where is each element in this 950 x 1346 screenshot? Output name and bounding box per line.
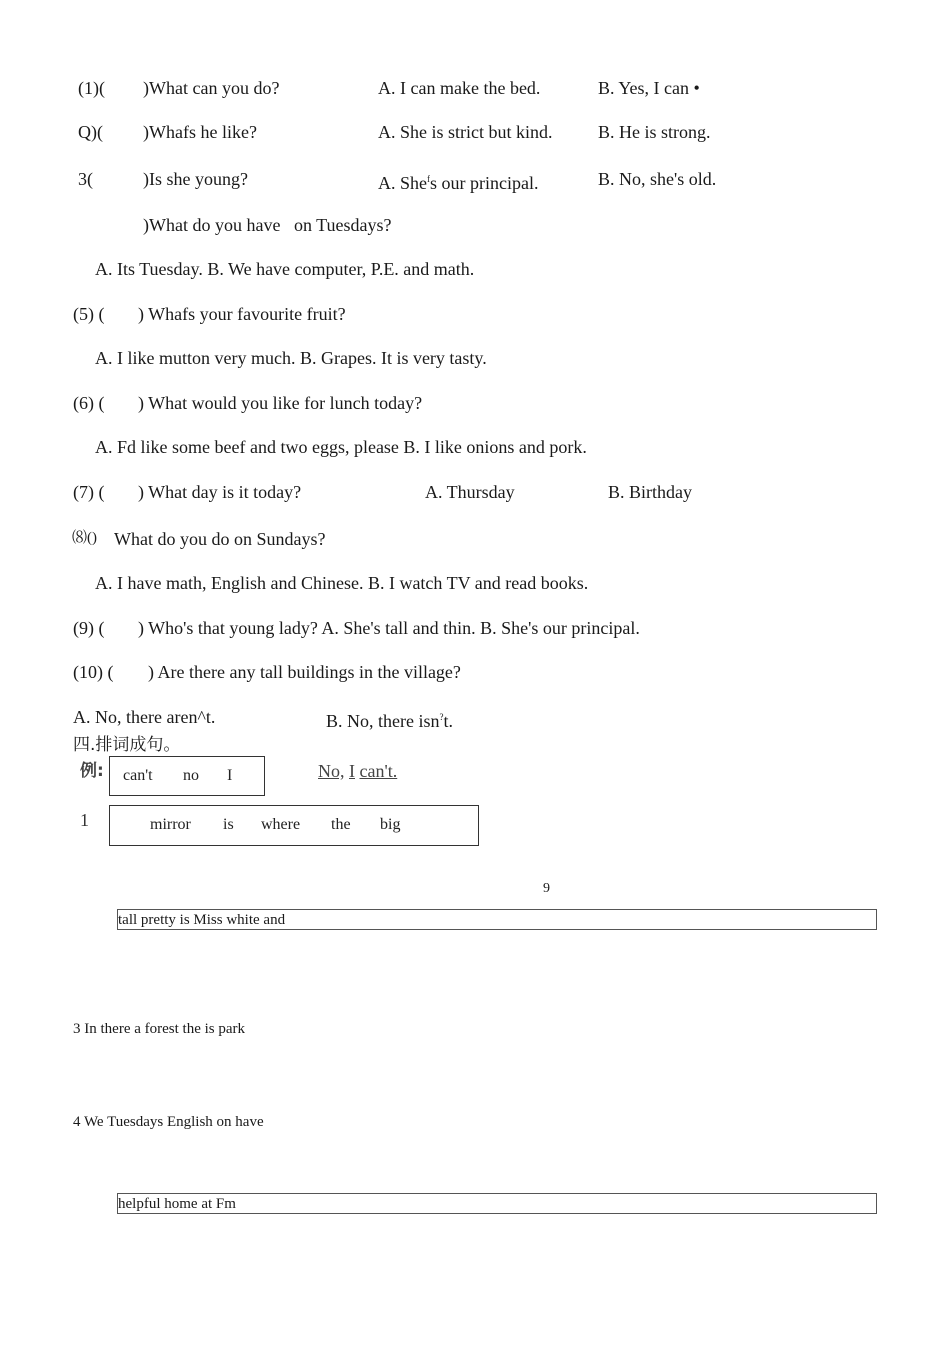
q5-words: helpful home at Fm	[118, 1196, 236, 1212]
q1-option-a: A. I can make the bed.	[378, 78, 541, 98]
q8-options: A. I have math, English and Chinese. B. I watch TV and read books.	[95, 573, 589, 593]
q3-option-a	[378, 168, 538, 194]
q10-option-b-pre: B. No, there isn	[326, 711, 440, 731]
q8-text: What do you do on Sundays?	[114, 529, 326, 549]
q10-option-b	[326, 706, 453, 732]
q1-scramble-number: 1	[80, 810, 89, 830]
q10-number: (10) (	[73, 662, 114, 682]
q4-scramble: 4 We Tuesdays English on have	[73, 1114, 264, 1130]
q3-option-b: B. No, she's old.	[598, 169, 717, 189]
q2-option-b: B. He is strong.	[598, 122, 711, 142]
q6-text: ) What would you like for lunch today?	[138, 393, 423, 413]
q2-option-a: A. She is strict but kind.	[378, 122, 553, 142]
q10-text: ) Are there any tall buildings in the village?	[148, 662, 461, 682]
section4-title: 四.排词成句。	[73, 735, 181, 755]
q10-option-a: A. No, there aren^t.	[73, 707, 216, 727]
q8-number: ⑻()	[72, 530, 97, 546]
q9-text: ) Who's that young lady? A. She's tall and thin. B. She's our principal.	[138, 618, 640, 638]
example-word: I	[227, 767, 233, 784]
q7-text: ) What day is it today?	[138, 482, 302, 502]
q3-number: 3(	[78, 169, 93, 189]
example-answer-word: can't.	[359, 761, 398, 781]
q3-text: )Is she young?	[143, 169, 248, 189]
q9-number: (9) (	[73, 618, 105, 638]
q7-option-b: B. Birthday	[608, 482, 692, 502]
q7-option-a: A. Thursday	[425, 482, 515, 502]
q2-word-box	[117, 909, 877, 930]
q1-word: is	[223, 816, 234, 833]
q3-option-a-sup: f	[427, 174, 430, 184]
q1-option-b: B. Yes, I can •	[598, 78, 700, 98]
example-answer-word: No,	[318, 761, 345, 781]
example-answer	[318, 760, 397, 782]
q5-text: ) Whafs your favourite fruit?	[138, 304, 346, 324]
q2-text: )Whafs he like?	[143, 122, 257, 142]
q2-words: tall pretty is Miss white and	[118, 912, 286, 928]
q1-word-box	[109, 805, 479, 846]
q4-text: )What do you have on Tuesdays?	[143, 215, 392, 235]
q1-text: )What can you do?	[143, 78, 280, 98]
example-word: no	[183, 767, 199, 784]
q10-option-b-post: t.	[443, 711, 453, 731]
example-label: 例:	[80, 761, 104, 781]
q10-option-b-sup: ?	[439, 712, 444, 722]
q1-word: where	[261, 816, 301, 833]
q3-option-a-pre: A. She	[378, 173, 427, 193]
q1-word: the	[331, 816, 351, 833]
example-answer-word: I	[349, 761, 355, 781]
q6-number: (6) (	[73, 393, 105, 413]
page-mark: 9	[543, 881, 550, 896]
q5-number: (5) (	[73, 304, 105, 324]
q3-scramble: 3 In there a forest the is park	[73, 1021, 246, 1037]
example-word-box	[109, 756, 265, 796]
q2-number: Q)(	[78, 122, 103, 142]
q1-word: mirror	[150, 816, 191, 833]
q5-word-box	[117, 1193, 877, 1214]
q7-number: (7) (	[73, 482, 105, 502]
q4-options: A. Its Tuesday. B. We have computer, P.E. and math.	[95, 259, 475, 279]
q6-options: A. Fd like some beef and two eggs, please B. I like onions and pork.	[95, 437, 587, 457]
q1-number: (1)(	[78, 78, 105, 98]
q5-options: A. I like mutton very much. B. Grapes. It is very tasty.	[95, 348, 487, 368]
q1-word: big	[380, 816, 401, 833]
q3-option-a-post: s our principal.	[430, 173, 539, 193]
example-word: can't	[123, 767, 153, 784]
